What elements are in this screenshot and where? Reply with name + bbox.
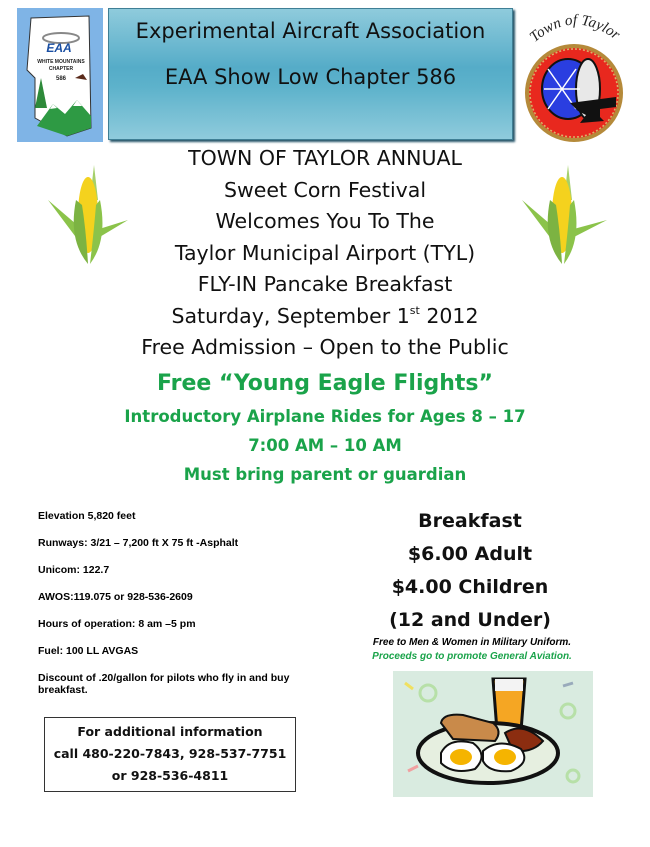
breakfast-clipart <box>393 671 593 797</box>
airport-hours: Hours of operation: 8 am –5 pm <box>38 618 196 630</box>
svg-text:Town of Taylor: Town of Taylor <box>526 12 623 46</box>
svg-text:CHAPTER: CHAPTER <box>48 66 74 72</box>
event-line-welcome: Welcomes You To The <box>215 209 435 233</box>
contact-phones: call 480-220-7843, 928-537-7751 <box>53 746 287 761</box>
airport-elevation: Elevation 5,820 feet <box>38 510 136 522</box>
event-admission: Free Admission – Open to the Public <box>141 335 509 359</box>
chapter-name: EAA Show Low Chapter 586 <box>164 65 457 89</box>
young-eagle-time: 7:00 AM – 10 AM <box>248 436 402 455</box>
event-line-annual: TOWN OF TAYLOR ANNUAL <box>188 146 462 170</box>
eaa-chapter-logo <box>17 8 103 142</box>
price-adult: $6.00 Adult <box>407 543 533 565</box>
event-date: Saturday, September 1st 2012 <box>171 303 479 328</box>
svg-text:WHITE MOUNTAINS: WHITE MOUNTAINS <box>37 59 85 65</box>
price-children: $4.00 Children <box>391 576 549 598</box>
event-line-airport: Taylor Municipal Airport (TYL) <box>174 240 476 265</box>
event-line-flyin: FLY-IN Pancake Breakfast <box>197 272 453 296</box>
svg-text:586: 586 <box>55 76 67 82</box>
town-of-taylor-logo <box>518 5 630 143</box>
header-banner <box>108 8 513 140</box>
military-note: Free to Men & Women in Military Uniform. <box>372 637 572 648</box>
young-eagle-flights <box>100 366 550 489</box>
svg-text:EAA: EAA <box>46 41 72 55</box>
airport-fuel: Fuel: 100 LL AVGAS <box>38 645 139 657</box>
airport-unicom: Unicom: 122.7 <box>38 564 110 576</box>
airport-awos: AWOS:119.075 or 928-536-2609 <box>38 591 193 603</box>
contact-info-box <box>44 717 296 792</box>
contact-phone-alt: or 928-536-4811 <box>111 768 229 783</box>
airport-discount: Discount of .20/gallon for pilots who fly in and buy breakfast. <box>38 672 290 696</box>
young-eagle-subtitle: Introductory Airplane Rides for Ages 8 – 17 <box>124 407 526 426</box>
airport-runways: Runways: 3/21 – 7,200 ft X 75 ft -Asphalt <box>38 537 239 549</box>
breakfast-title: Breakfast <box>418 510 522 532</box>
org-name: Experimental Aircraft Association <box>135 19 486 43</box>
breakfast-prices <box>350 505 590 637</box>
airport-info-list <box>38 510 298 696</box>
breakfast-notes <box>352 636 592 664</box>
contact-heading: For additional information <box>77 724 263 739</box>
children-age-note: (12 and Under) <box>389 609 551 631</box>
young-eagle-title: Free “Young Eagle Flights” <box>157 371 493 396</box>
proceeds-note: Proceeds go to promote General Aviation. <box>372 651 572 662</box>
event-details <box>120 143 530 364</box>
event-line-festival: Sweet Corn Festival <box>223 177 427 202</box>
young-eagle-note: Must bring parent or guardian <box>183 465 467 484</box>
